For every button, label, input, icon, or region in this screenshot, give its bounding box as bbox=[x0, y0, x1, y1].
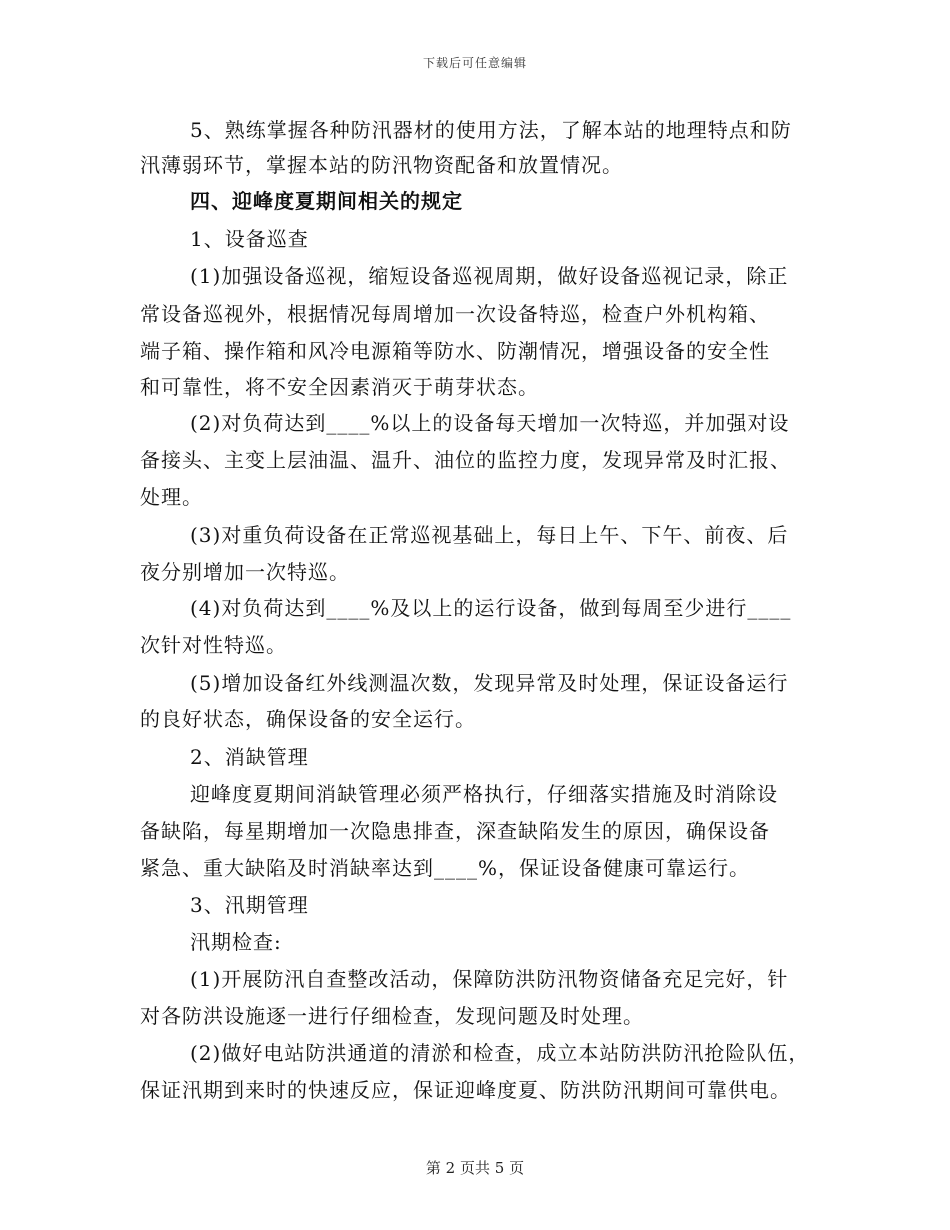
paragraph-line: (1)加强设备巡视，缩短设备巡视周期，做好设备巡视记录，除正 bbox=[190, 264, 789, 288]
paragraph-line: 的良好状态，确保设备的安全运行。 bbox=[140, 707, 476, 731]
section-heading: 四、迎峰度夏期间相关的规定 bbox=[190, 189, 463, 213]
paragraph-line: (4)对负荷达到____%及以上的运行设备，做到每周至少进行____ bbox=[190, 596, 792, 620]
paragraph-line: 对各防洪设施逐一进行仔细检查，发现问题及时处理。 bbox=[140, 1004, 644, 1028]
subsection-heading: 1、设备巡查 bbox=[190, 227, 309, 251]
paragraph-line: 紧急、重大缺陷及时消缺率达到____%，保证设备健康可靠运行。 bbox=[140, 856, 751, 880]
paragraph-line: 端子箱、操作箱和风冷电源箱等防水、防潮情况，增强设备的安全性 bbox=[140, 339, 770, 363]
page-header: 下载后可任意编辑 bbox=[422, 56, 527, 70]
paragraph-line: (1)开展防汛自查整改活动，保障防洪防汛物资储备充足完好，针 bbox=[190, 967, 789, 991]
paragraph-line: 处理。 bbox=[140, 485, 203, 509]
subsection-heading: 2、消缺管理 bbox=[190, 745, 309, 769]
paragraph-line: 备缺陷，每星期增加一次隐患排查，深查缺陷发生的原因，确保设备 bbox=[140, 819, 770, 843]
paragraph-line: 夜分别增加一次特巡。 bbox=[140, 560, 350, 584]
paragraph-line: 常设备巡视外，根据情况每周增加一次设备特巡，检查户外机构箱、 bbox=[140, 302, 770, 326]
paragraph-line: 迎峰度夏期间消缺管理必须严格执行，仔细落实措施及时消除设 bbox=[190, 782, 778, 806]
paragraph-line: (3)对重负荷设备在正常巡视基础上，每日上午、下午、前夜、后 bbox=[190, 523, 789, 547]
page-footer: 第 2 页共 5 页 bbox=[425, 1159, 525, 1177]
paragraph-line: 5、熟练掌握各种防汛器材的使用方法，了解本站的地理特点和防 bbox=[190, 118, 792, 142]
paragraph-line: 和可靠性，将不安全因素消灭于萌芽状态。 bbox=[140, 375, 539, 399]
paragraph-line: 备接头、主变上层油温、温升、油位的监控力度，发现异常及时汇报、 bbox=[140, 448, 791, 472]
paragraph-line: 汛期检查: bbox=[190, 930, 282, 954]
paragraph-line: 保证汛期到来时的快速反应，保证迎峰度夏、防洪防汛期间可靠供电。 bbox=[140, 1078, 791, 1102]
paragraph-line: 汛薄弱环节，掌握本站的防汛物资配备和放置情况。 bbox=[140, 153, 623, 177]
paragraph-line: 次针对性特巡。 bbox=[140, 633, 287, 657]
paragraph-line: (5)增加设备红外线测温次数，发现异常及时处理，保证设备运行 bbox=[190, 671, 789, 695]
subsection-heading: 3、汛期管理 bbox=[190, 893, 309, 917]
paragraph-line: (2)对负荷达到____%以上的设备每天增加一次特巡，并加强对设 bbox=[190, 411, 790, 435]
paragraph-line: (2)做好电站防洪通道的清淤和检查，成立本站防洪防汛抢险队伍， bbox=[190, 1041, 810, 1065]
